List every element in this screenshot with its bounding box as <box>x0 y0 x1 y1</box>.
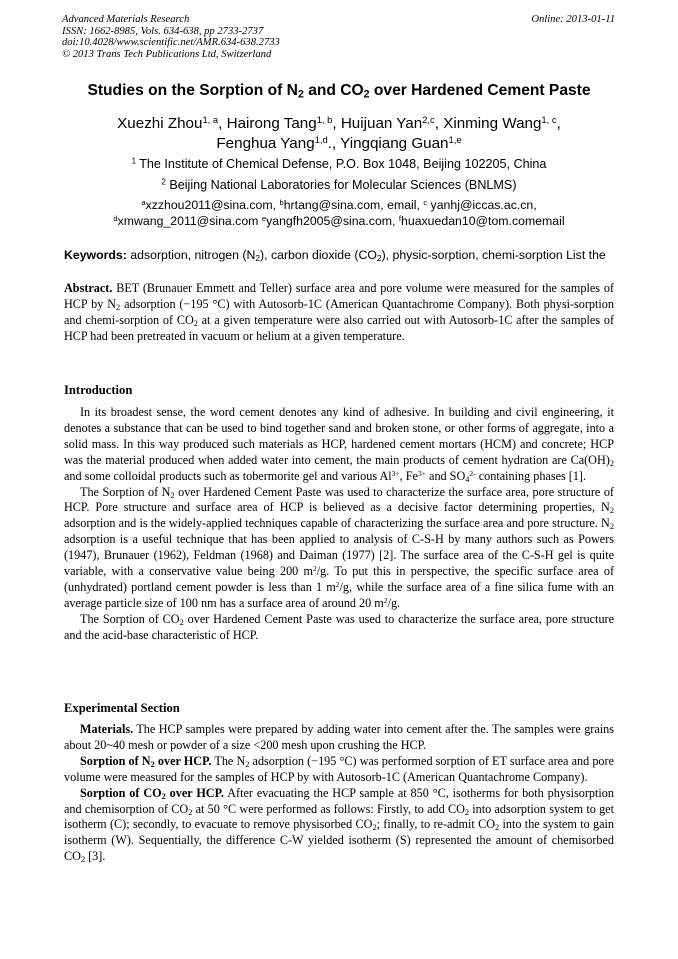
affiliation-2: $^2$ Beijing National Laboratories for Molecular Sciences (BNLMS) <box>161 177 517 192</box>
keywords: Keywords: adsorption, nitrogen $(N_2)$, carbon dioxide $(CO_2)$, physic-sorption, chemi-sorption List the <box>64 248 606 264</box>
abstract: Abstract. BET (Brunauer Emmett and Teller) surface area and pore volume were measured for the samples of HCP by $N_2$ adsorption (−195 °C) with Autosorb-1C (American Quantachrome Company). Both physi-sorption and chemi-sorption of $CO_2$ at a given temperature were also carried out with Autosorb-1C after the samples of HCP had been pretreated in vacuum or helium at a given temperature. <box>64 281 614 343</box>
copyright-line: © 2013 Trans Tech Publications Ltd, Switzerland <box>62 48 272 60</box>
paragraph: The Sorption of $N_2$ over Hardened Cement Paste was used to characterize the surface area, pore structure of HCP. Pore structure and surface area of HCP is believed as a decisive factor determining properties, $N_2$ adsorption and is the widely-applied techniques capable of characterizing the surface area and pore structure. $N_2$ adsorption is a useful technique that has been applied to analysis of C-S-H by many authors such as Powers (1947), Brunauer (1962), Feldman (1968) and Daiman (1977) [2]. The surface area of the C-S-H gel is quite variable, with a conservative value being 200 $m^2/g$. To put this in perspective, the specific surface area of (unhydrated) portland cement powder is less than 1 $m^2/g$, while the surface area of a fine silica fume with an average particle size of 100 nm has a surface area of around 20 $m^2/g$. <box>64 484 615 610</box>
author: Fenghua Yang$^{1,d}$., <box>216 133 341 152</box>
affiliation-1: $^1$ The Institute of Chemical Defense, P.O. Box 1048, Beijing 102205, China <box>131 156 547 171</box>
author-list <box>40 114 638 154</box>
keywords-label: Keywords: <box>64 248 127 262</box>
section-heading-experimental: Experimental Section <box>64 701 180 715</box>
paragraph: Sorption of $CO_2$ over HCP. After evacuating the HCP sample at 850 °C, isotherms for both physisorption and chemisorption of $CO_2$ at 50 °C were performed as follows: Firstly, to add $CO_2$ into adsorption system to get isotherm (C); secondly, to evacuate to remove physisorbed $CO_2$; finally, to re-admit $CO_2$ into the system to gain isotherm (W). Sequentially, the difference C-W yielded isotherm (S) represented the amount of chemisorbed $CO_2$ [3]. <box>64 785 614 865</box>
paragraph: The Sorption of $CO_2$ over Hardened Cement Paste was used to characterize the surface area, pore structure and the acid-base characteristic of HCP. <box>64 611 615 642</box>
email-list: $^a$xzzhou2011@sina.com, $^b$hrtang@sina.com, email, $^c$ yanhj@iccas.ac.cn, $^d$xmwang_2011@sina.com $^e$yangfh2005@sina.com, $^f$huaxuedan10@tom.comemail <box>113 197 565 228</box>
section-heading-introduction: Introduction <box>64 383 133 397</box>
author: Xuezhi Zhou$^{1, a}$, <box>117 113 227 132</box>
paragraph: Sorption of $N_2$ over HCP. The $N_2$ adsorption (−195 °C) was performed sorption of ET surface area and pore volume were measured for the samples of HCP by with Autosorb-1C (American Quantachrome Company). <box>64 753 614 784</box>
paragraph: In its broadest sense, the word cement denotes any kind of adhesive. In building and civil engineering, it denotes a substance that can be used to bind together sand and broken stone, or other forms of aggregate, into a solid mass. In this way produced such materials as HCP, hardened cement mortars (HCM) and concrete; HCP was the material produced when added water into cement, the main products of cement hydration are $Ca(OH)_2$ and some colloidal products such as tobermorite gel and various $Al^{3+}$, $Fe^{3+}$ and $SO_4^{2-}$ containing phases [1]. <box>64 405 614 484</box>
author: Huijuan Yan$^{2,c}$, <box>340 113 444 132</box>
abstract-label: Abstract. <box>64 281 113 295</box>
experimental-body <box>64 722 614 865</box>
paper-title: Studies on the Sorption of $N_2$ and $CO_2$ over Hardened Cement Paste <box>87 82 591 101</box>
author: Hairong Tang$^{1, b}$, <box>226 113 341 132</box>
author: Yingqiang Guan$^{1,e}$ <box>340 133 462 152</box>
author: Xinming Wang$^{1, c}$, <box>443 113 561 132</box>
online-date: Online: 2013-01-11 <box>531 14 615 25</box>
journal-name: Advanced Materials Research <box>62 14 190 25</box>
paragraph: Materials. The HCP samples were prepared by adding water into cement after the. The samples were grains about 20~40 mesh or powder of a size <200 mesh upon crushing the HCP. <box>64 722 614 752</box>
doi-line: doi:10.4028/www.scientific.net/AMR.634-638.2733 <box>62 37 280 49</box>
issn-line: ISSN: 1662-8985, Vols. 634-638, pp 2733-2737 <box>62 25 264 37</box>
introduction-body <box>64 405 614 644</box>
journal-header <box>62 14 280 60</box>
